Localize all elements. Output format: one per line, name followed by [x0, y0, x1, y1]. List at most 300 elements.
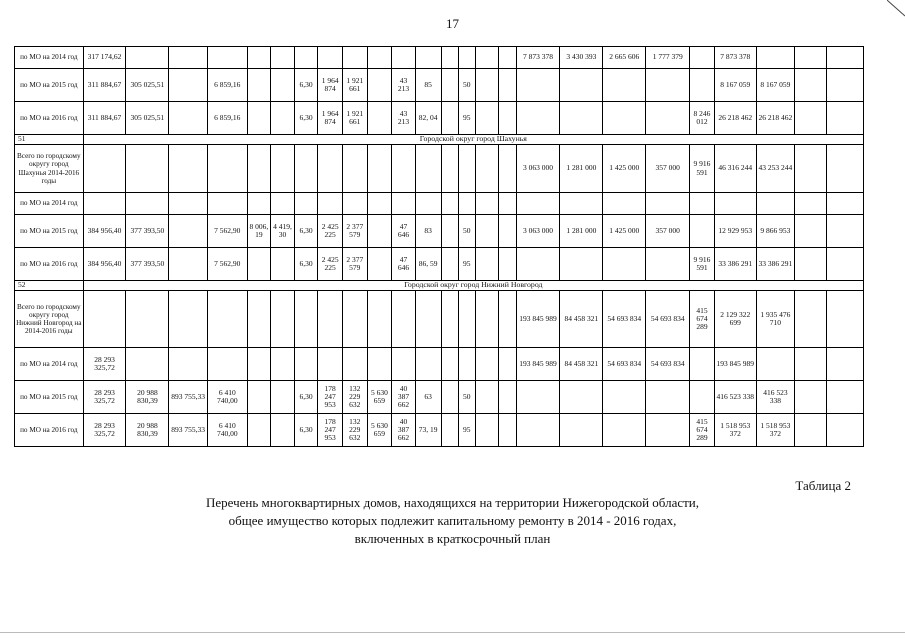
table-cell: 6 859,16 — [207, 102, 247, 135]
table-cell: 2 129 322 699 — [714, 291, 756, 348]
table-cell — [247, 381, 271, 414]
row-label: по МО на 2014 год — [15, 193, 84, 215]
section-row — [15, 135, 864, 145]
table-cell — [499, 291, 516, 348]
table-cell: 1 518 953 372 — [714, 414, 756, 447]
table-cell — [475, 47, 499, 69]
table-cell: 317 174,62 — [83, 47, 126, 69]
table-cell: 85 — [415, 69, 441, 102]
table-row — [15, 102, 864, 135]
table-cell: 26 218 462 — [714, 102, 756, 135]
table-cell: 1 777 379 — [646, 47, 690, 69]
table-cell — [342, 145, 367, 193]
table-cell: 12 929 953 — [714, 215, 756, 248]
table-cell: 6 410 740,00 — [207, 381, 247, 414]
table-cell — [169, 102, 208, 135]
table-cell — [271, 414, 295, 447]
table-cell — [475, 291, 499, 348]
table-cell — [126, 47, 169, 69]
table-cell — [318, 291, 343, 348]
table-cell — [560, 381, 603, 414]
table-cell — [271, 145, 295, 193]
document-heading — [0, 494, 905, 548]
table-cell: 377 393,50 — [126, 215, 169, 248]
table-cell: 95 — [458, 414, 475, 447]
table-row — [15, 69, 864, 102]
table-cell: 95 — [458, 102, 475, 135]
table-cell — [247, 414, 271, 447]
table-cell — [367, 47, 392, 69]
row-label: по МО на 2014 год — [15, 47, 84, 69]
row-label: Всего по городскому округу город Нижний Новгород на 2014-2016 годы — [15, 291, 84, 348]
table-cell — [690, 193, 715, 215]
table-cell — [126, 348, 169, 381]
table-cell — [499, 215, 516, 248]
table-cell: 2 665 606 — [603, 47, 646, 69]
table-cell — [367, 291, 392, 348]
table-cell — [441, 215, 458, 248]
table-cell — [795, 193, 827, 215]
table-cell — [169, 348, 208, 381]
table-cell: 1 964 874 — [318, 69, 343, 102]
table-cell — [714, 193, 756, 215]
table-cell — [475, 248, 499, 281]
table-cell — [690, 381, 715, 414]
row-label: Всего по городскому округу город Шахунья 2014-2016 годы — [15, 145, 84, 193]
table-cell — [795, 47, 827, 69]
table-cell: 63 — [415, 381, 441, 414]
table-cell: 46 316 244 — [714, 145, 756, 193]
table-cell — [603, 69, 646, 102]
table-cell: 84 458 321 — [560, 348, 603, 381]
table-caption: Таблица 2 — [795, 478, 851, 493]
table-cell — [690, 215, 715, 248]
table-cell — [827, 69, 864, 102]
table-cell: 1 921 661 — [342, 69, 367, 102]
table-cell — [271, 69, 295, 102]
table-cell — [795, 102, 827, 135]
table-cell: 8 167 059 — [714, 69, 756, 102]
table-cell — [169, 69, 208, 102]
table-cell — [475, 348, 499, 381]
table-row — [15, 414, 864, 447]
table-cell — [441, 193, 458, 215]
table-cell: 6,30 — [294, 69, 318, 102]
table-cell — [603, 193, 646, 215]
table-cell: 7 562,90 — [207, 215, 247, 248]
table-cell — [756, 47, 795, 69]
table-cell — [827, 145, 864, 193]
table-cell — [458, 348, 475, 381]
table-cell — [646, 102, 690, 135]
table-cell — [318, 348, 343, 381]
table-cell — [126, 193, 169, 215]
table-cell — [499, 381, 516, 414]
table-cell — [318, 193, 343, 215]
table-cell: 20 988 830,39 — [126, 381, 169, 414]
table-cell — [441, 145, 458, 193]
table-cell: 43 213 — [392, 102, 416, 135]
table-cell — [499, 414, 516, 447]
table-cell: 43 213 — [392, 69, 416, 102]
table-cell: 1 281 000 — [560, 145, 603, 193]
table-cell — [499, 145, 516, 193]
table-cell — [271, 47, 295, 69]
table-cell — [367, 248, 392, 281]
table-cell — [207, 291, 247, 348]
table-cell — [342, 348, 367, 381]
table-cell: 54 693 834 — [603, 291, 646, 348]
table-cell: 893 755,33 — [169, 381, 208, 414]
table-cell — [795, 381, 827, 414]
row-label: по МО на 2015 год — [15, 215, 84, 248]
table-cell: 1 964 874 — [318, 102, 343, 135]
table-cell: 83 — [415, 215, 441, 248]
table-cell — [475, 414, 499, 447]
table-cell — [318, 145, 343, 193]
table-cell: 43 253 244 — [756, 145, 795, 193]
table-cell — [475, 193, 499, 215]
table-cell — [603, 102, 646, 135]
table-cell: 5 630 659 — [367, 381, 392, 414]
table-cell: 193 845 989 — [714, 348, 756, 381]
table-cell — [126, 145, 169, 193]
table-cell — [646, 381, 690, 414]
heading-line: общее имущество которых подлежит капитальному ремонту в 2014 - 2016 годах, — [228, 513, 677, 528]
table-cell: 178 247 953 — [318, 414, 343, 447]
table-cell — [516, 414, 560, 447]
table-cell — [169, 47, 208, 69]
table-cell — [475, 145, 499, 193]
table-cell — [247, 102, 271, 135]
table-cell: 6,30 — [294, 215, 318, 248]
table-cell — [560, 102, 603, 135]
table-cell — [83, 193, 126, 215]
table-cell: 7 562,90 — [207, 248, 247, 281]
table-cell: 2 425 225 — [318, 215, 343, 248]
table-cell: 193 845 989 — [516, 291, 560, 348]
page-corner-fold — [887, 0, 905, 18]
table-cell — [646, 414, 690, 447]
table-cell: 1 935 476 710 — [756, 291, 795, 348]
table-cell — [294, 145, 318, 193]
table-cell — [646, 69, 690, 102]
table-cell: 311 884,67 — [83, 102, 126, 135]
table-cell: 384 956,40 — [83, 248, 126, 281]
table-cell — [827, 102, 864, 135]
table-cell: 9 916 591 — [690, 145, 715, 193]
row-label: по МО на 2015 год — [15, 381, 84, 414]
row-label: по МО на 2016 год — [15, 102, 84, 135]
scan-edge-line — [0, 632, 905, 633]
table-cell — [646, 193, 690, 215]
table-cell: 40 387 662 — [392, 381, 416, 414]
table-cell: 6,30 — [294, 381, 318, 414]
section-row — [15, 281, 864, 291]
table-cell — [342, 47, 367, 69]
table-cell — [499, 102, 516, 135]
table-row — [15, 193, 864, 215]
heading-line: включенных в краткосрочный план — [354, 531, 551, 546]
table-cell: 357 000 — [646, 145, 690, 193]
table-cell — [392, 145, 416, 193]
table-cell — [367, 69, 392, 102]
table-cell — [827, 291, 864, 348]
table-cell — [207, 348, 247, 381]
table-cell — [342, 193, 367, 215]
table-cell: 95 — [458, 248, 475, 281]
table-cell — [441, 102, 458, 135]
table-cell: 84 458 321 — [560, 291, 603, 348]
table-cell — [458, 291, 475, 348]
table-cell: 28 293 325,72 — [83, 348, 126, 381]
table-cell — [415, 193, 441, 215]
table-cell — [690, 348, 715, 381]
table-cell — [415, 291, 441, 348]
table-row — [15, 381, 864, 414]
table-cell — [560, 414, 603, 447]
row-label: по МО на 2015 год — [15, 69, 84, 102]
row-label: по МО на 2016 год — [15, 248, 84, 281]
table-cell: 8 246 012 — [690, 102, 715, 135]
table-cell: 1 425 000 — [603, 145, 646, 193]
table-cell: 2 425 225 — [318, 248, 343, 281]
table-cell: 7 873 378 — [714, 47, 756, 69]
table-cell: 50 — [458, 215, 475, 248]
table-cell: 54 693 834 — [646, 348, 690, 381]
table-cell — [441, 381, 458, 414]
table-cell: 20 988 830,39 — [126, 414, 169, 447]
table-cell — [83, 145, 126, 193]
table-cell — [247, 248, 271, 281]
table-cell: 305 025,51 — [126, 102, 169, 135]
table-cell: 33 386 291 — [714, 248, 756, 281]
table-cell — [318, 47, 343, 69]
table-cell — [367, 145, 392, 193]
table-cell: 73, 19 — [415, 414, 441, 447]
table-cell: 357 000 — [646, 215, 690, 248]
table-cell — [827, 193, 864, 215]
table-cell — [415, 145, 441, 193]
table-cell — [756, 348, 795, 381]
table-cell — [475, 381, 499, 414]
table-cell — [247, 348, 271, 381]
table-cell: 3 063 000 — [516, 215, 560, 248]
table-cell: 8 167 059 — [756, 69, 795, 102]
table-cell: 50 — [458, 69, 475, 102]
table-cell — [271, 348, 295, 381]
table-cell — [392, 291, 416, 348]
table-cell — [795, 215, 827, 248]
table-cell: 1 921 661 — [342, 102, 367, 135]
table-cell: 132 229 632 — [342, 381, 367, 414]
table-cell: 6,30 — [294, 248, 318, 281]
table-cell: 33 386 291 — [756, 248, 795, 281]
table-cell — [827, 248, 864, 281]
table-cell — [795, 348, 827, 381]
page-number: 17 — [446, 16, 459, 31]
table-cell — [207, 47, 247, 69]
table-cell — [441, 248, 458, 281]
table-cell — [207, 145, 247, 193]
table-cell: 132 229 632 — [342, 414, 367, 447]
table-cell — [441, 47, 458, 69]
table-cell — [475, 215, 499, 248]
table-cell — [207, 193, 247, 215]
table-cell: 6 859,16 — [207, 69, 247, 102]
table-cell — [441, 414, 458, 447]
table-cell: 6,30 — [294, 102, 318, 135]
section-title: Городской округ город Нижний Новгород — [83, 281, 863, 291]
table-cell — [294, 291, 318, 348]
table-cell: 54 693 834 — [646, 291, 690, 348]
table-row — [15, 291, 864, 348]
row-label: по МО на 2016 год — [15, 414, 84, 447]
table-cell: 50 — [458, 381, 475, 414]
capital-repair-table — [14, 46, 864, 447]
table-cell — [247, 145, 271, 193]
table-cell — [441, 348, 458, 381]
table-cell: 377 393,50 — [126, 248, 169, 281]
table-row — [15, 348, 864, 381]
table-cell — [169, 193, 208, 215]
table-cell — [516, 248, 560, 281]
table-cell — [458, 145, 475, 193]
table-cell — [499, 348, 516, 381]
table-cell — [441, 291, 458, 348]
table-cell — [499, 47, 516, 69]
table-cell: 415 674 289 — [690, 291, 715, 348]
table-cell — [560, 69, 603, 102]
table-cell — [499, 69, 516, 102]
table-cell — [560, 193, 603, 215]
table-cell: 4 419, 30 — [271, 215, 295, 248]
table-cell — [516, 69, 560, 102]
table-cell — [795, 291, 827, 348]
table-cell — [83, 291, 126, 348]
table-cell — [516, 102, 560, 135]
table-cell: 9 866 953 — [756, 215, 795, 248]
table-cell: 5 630 659 — [367, 414, 392, 447]
table-cell — [271, 381, 295, 414]
table-cell: 47 646 — [392, 248, 416, 281]
table-cell: 415 674 289 — [690, 414, 715, 447]
table-cell: 193 845 989 — [516, 348, 560, 381]
table-cell — [516, 193, 560, 215]
table-cell: 311 884,67 — [83, 69, 126, 102]
heading-line: Перечень многоквартирных домов, находящихся на территории Нижегородской области, — [205, 495, 700, 510]
table-cell — [795, 69, 827, 102]
table-cell — [795, 145, 827, 193]
table-cell — [271, 193, 295, 215]
table-cell: 9 916 591 — [690, 248, 715, 281]
table-cell — [827, 47, 864, 69]
table-cell — [169, 248, 208, 281]
table-cell: 47 646 — [392, 215, 416, 248]
table-cell — [795, 248, 827, 281]
table-cell — [560, 248, 603, 281]
table-cell: 1 425 000 — [603, 215, 646, 248]
table-cell — [271, 248, 295, 281]
table-cell — [392, 193, 416, 215]
row-label: по МО на 2014 год — [15, 348, 84, 381]
table-row — [15, 215, 864, 248]
table-cell — [603, 381, 646, 414]
table-cell — [603, 414, 646, 447]
table-row — [15, 145, 864, 193]
table-cell — [367, 348, 392, 381]
table-cell: 6 410 740,00 — [207, 414, 247, 447]
table-cell: 26 218 462 — [756, 102, 795, 135]
table-cell — [499, 248, 516, 281]
table-cell: 178 247 953 — [318, 381, 343, 414]
table-cell — [756, 193, 795, 215]
table-cell: 2 377 579 — [342, 215, 367, 248]
section-title: Городской округ город Шахунья — [83, 135, 863, 145]
table-cell: 28 293 325,72 — [83, 414, 126, 447]
table-cell — [458, 47, 475, 69]
table-cell — [247, 47, 271, 69]
table-cell — [271, 291, 295, 348]
table-cell — [367, 102, 392, 135]
table-cell — [342, 291, 367, 348]
table-cell — [392, 47, 416, 69]
table-cell — [247, 69, 271, 102]
table-cell: 6,30 — [294, 414, 318, 447]
table-cell: 3 063 000 — [516, 145, 560, 193]
section-number: 51 — [15, 135, 84, 145]
table-cell — [690, 47, 715, 69]
table-cell: 7 873 378 — [516, 47, 560, 69]
table-cell — [646, 248, 690, 281]
table-cell: 1 518 953 372 — [756, 414, 795, 447]
table-cell: 40 387 662 — [392, 414, 416, 447]
table-cell: 2 377 579 — [342, 248, 367, 281]
table-cell — [294, 47, 318, 69]
table-cell — [169, 145, 208, 193]
table-cell — [475, 69, 499, 102]
table-row — [15, 47, 864, 69]
table-cell — [169, 291, 208, 348]
table-cell: 8 006, 19 — [247, 215, 271, 248]
table-cell — [795, 414, 827, 447]
table-cell — [415, 47, 441, 69]
section-number: 52 — [15, 281, 84, 291]
table-cell — [827, 215, 864, 248]
table-cell — [126, 291, 169, 348]
table-cell: 3 430 393 — [560, 47, 603, 69]
table-cell — [247, 193, 271, 215]
table-cell — [441, 69, 458, 102]
table-cell — [516, 381, 560, 414]
table-cell — [247, 291, 271, 348]
table-cell — [475, 102, 499, 135]
table-cell: 416 523 338 — [714, 381, 756, 414]
table-cell — [367, 193, 392, 215]
table-cell — [392, 348, 416, 381]
table-cell: 86, 59 — [415, 248, 441, 281]
table-cell: 305 025,51 — [126, 69, 169, 102]
table-cell — [367, 215, 392, 248]
table-cell: 28 293 325,72 — [83, 381, 126, 414]
table-cell — [827, 381, 864, 414]
table-cell — [827, 414, 864, 447]
table-cell — [415, 348, 441, 381]
table-cell — [294, 348, 318, 381]
table-cell: 384 956,40 — [83, 215, 126, 248]
table-cell — [499, 193, 516, 215]
table-cell — [294, 193, 318, 215]
